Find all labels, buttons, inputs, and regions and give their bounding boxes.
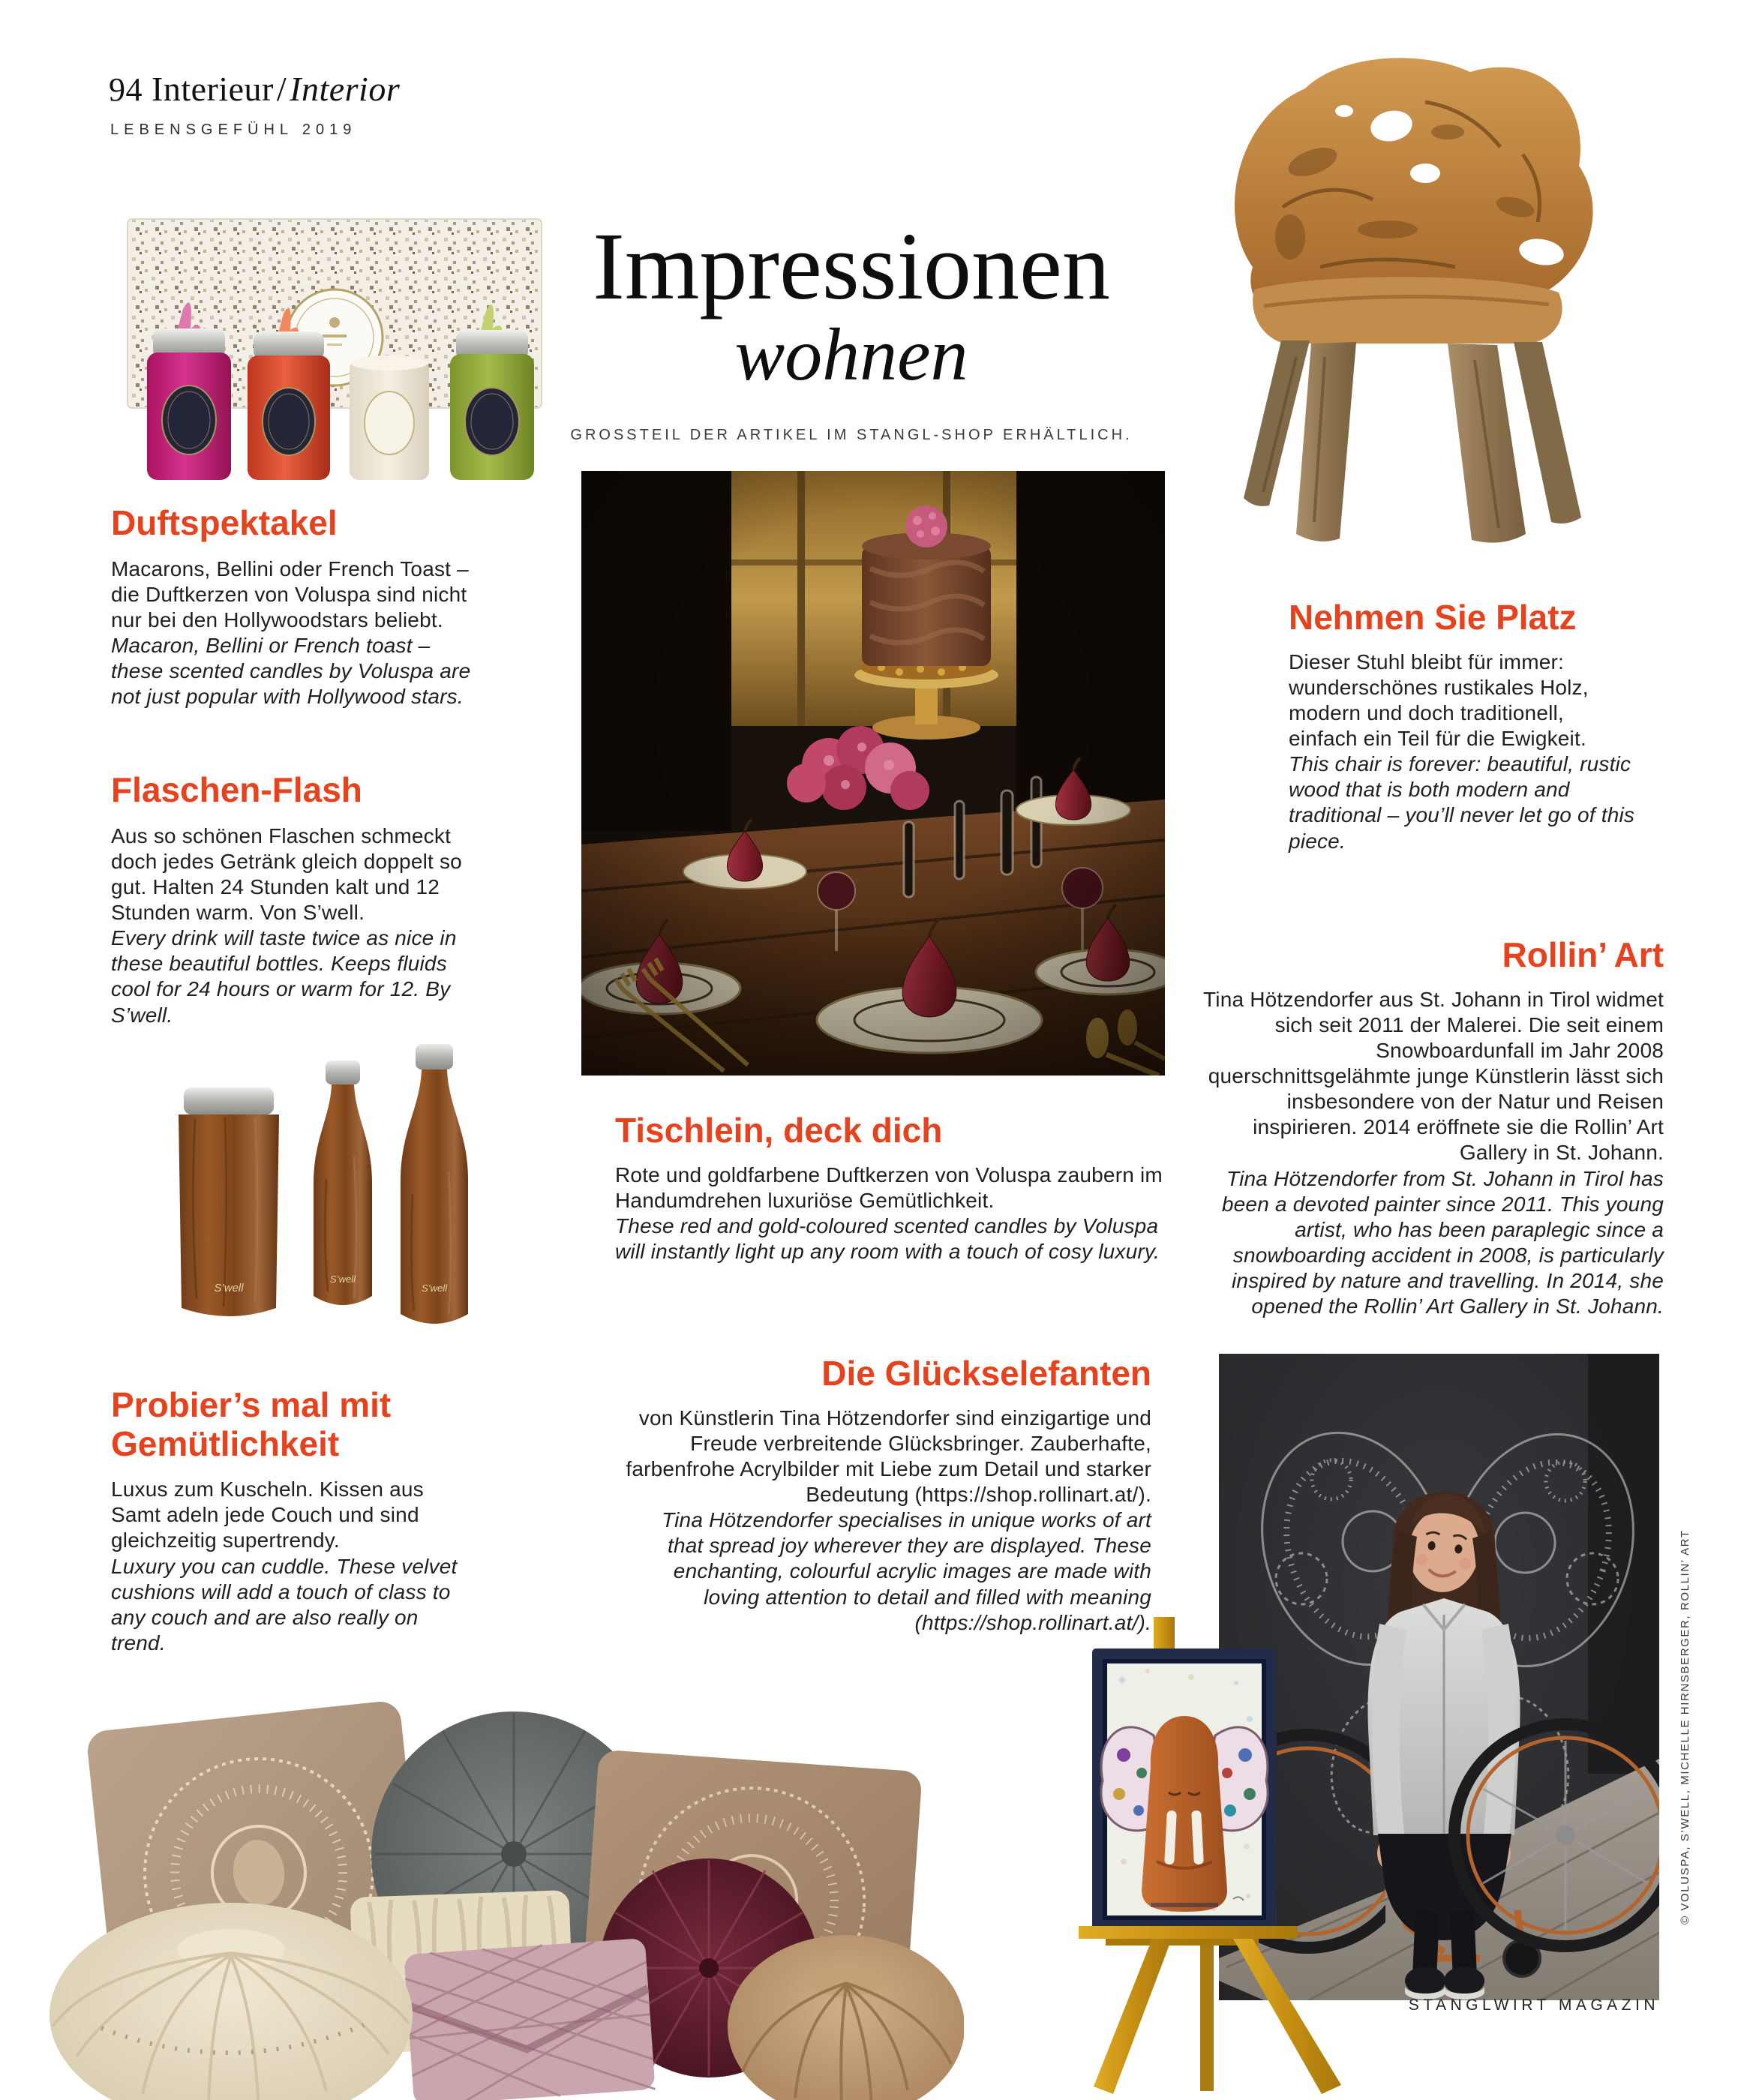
rubric-separator: / <box>276 70 287 108</box>
section-rollin-art <box>1185 936 1664 1320</box>
probiers-heading: Probier’s mal mit Gemütlichkeit <box>111 1385 392 1463</box>
wooden-chair-photo <box>1200 42 1610 555</box>
swell-bottles-photo <box>113 1044 491 1336</box>
section-duftspektakel <box>111 504 486 710</box>
masthead-subtitle-script: wohnen <box>734 312 968 396</box>
photo-credits: © VOLUSPA, S’WELL, MICHELLE HIRNSBERGER, ROLLIN’ ART <box>1679 1529 1691 1924</box>
rubric-de: Interieur <box>152 70 274 108</box>
cushions-photo <box>30 1674 964 2100</box>
section-tischlein <box>615 1112 1170 1264</box>
masthead-availability-note: GROSSTEIL DER ARTIKEL IM STANGL-SHOP ERHÄLTLICH. <box>570 426 1133 443</box>
flaschen-flash-heading: Flaschen-Flash <box>111 770 362 809</box>
section-glueckselefanten <box>623 1354 1151 1636</box>
duftspektakel-heading: Duftspektakel <box>111 503 338 542</box>
elephant-painting-easel <box>1079 1614 1355 2097</box>
rollin-art-text: Tina Hötzendorfer aus St. Johann in Tirol widmet sich seit 2011 der Malerei. Die seit einem Snowboardunfall im Jahr 2008 querschnittsgelähmte junge Künstlerin lässt sich insbesondere von der Natur und Reisen inspirieren. 2014 eröffnete sie die Rollin’ Art Gallery in St. Johann. Tina Hötzendorfer from St. Johann in Tirol has been a devoted painter since 2011. This young artist, who has been paraplegic since a snowboarding accident in 2008, is particularly inspired by nature and travelling. In 2014, she opened the Rollin’ Art Gallery in St. Johann. <box>1203 987 1664 1318</box>
bottles-logo-text-2: S’well <box>330 1274 356 1285</box>
table-setting-photo <box>581 471 1165 1076</box>
tischlein-text: Rote und goldfarbene Duftkerzen von Voluspa zaubern im Handumdrehen luxuriöse Gemütlichkeit. These red and gold-coloured scented candles by Voluspa will instantly light up any room with a touch of cosy luxury. <box>615 1162 1163 1263</box>
issue-line: LEBENSGEFÜHL 2019 <box>110 122 357 138</box>
rollin-art-heading: Rollin’ Art <box>1502 935 1664 974</box>
masthead-title: Impressionen <box>593 213 1110 320</box>
glueckselefanten-text: von Künstlerin Tina Hötzendorfer sind einzigartige und Freude verbreitende Glücksbringer. Zauberhafte, farbenfrohe Acrylbilder mit Liebe zum Detail und starker Bedeutung (https://shop.rollinart.at/). Tina Hötzendorfer specialises in unique works of art that spread joy wherever they are displayed. These enchanting, colourful acrylic images are made with loving attention to detail and filled with meaning (https://shop.rollinart.at/). <box>626 1406 1151 1634</box>
rubric-en: Interior <box>290 70 401 108</box>
bottles-logo-text-3: S’well <box>422 1282 447 1294</box>
magazine-footer: STANGLWIRT MAGAZIN <box>1408 1996 1659 2014</box>
probiers-text: Luxus zum Kuscheln. Kissen aus Samt adeln jede Couch und sind gleichzeitig supertrendy. Luxury you can cuddle. These velvet cushions will add a touch of class to any couch and are also really on trend. <box>111 1478 458 1654</box>
page-number: 94 <box>109 71 143 108</box>
voluspa-candles-photo <box>111 196 557 488</box>
nehmen-sie-platz-text: Dieser Stuhl bleibt für immer: wunderschönes rustikales Holz, modern und doch traditionell, einfach ein Teil für die Ewigkeit. This chair is forever: beautiful, rustic wood that is both modern and traditional – you’ll never let go of this piece. <box>1289 650 1635 853</box>
section-flaschen-flash <box>111 771 479 1028</box>
page-header <box>109 69 400 109</box>
bottles-logo-text: S’well <box>214 1282 244 1294</box>
flaschen-flash-text: Aus so schönen Flaschen schmeckt doch jedes Getränk gleich doppelt so gut. Halten 24 Stunden kalt und 12 Stunden warm. Von S’well. Every drink will taste twice as nice in these beautiful bottles. Keeps fluids cool for 24 hours or warm for 12. By S’well. <box>111 824 462 1027</box>
masthead <box>518 213 1185 444</box>
section-nehmen-sie-platz <box>1289 598 1641 854</box>
glueckselefanten-heading: Die Glückselefanten <box>821 1354 1151 1393</box>
duftspektakel-text: Macarons, Bellini oder French Toast – die Duftkerzen von Voluspa sind nicht nur bei den Hollywoodstars beliebt. Macaron, Bellini or French toast – these scented candles by Voluspa are not just popular with Hollywood stars. <box>111 556 471 709</box>
section-probiers <box>111 1386 479 1656</box>
nehmen-sie-platz-heading: Nehmen Sie Platz <box>1289 598 1577 637</box>
tischlein-heading: Tischlein, deck dich <box>615 1111 943 1150</box>
